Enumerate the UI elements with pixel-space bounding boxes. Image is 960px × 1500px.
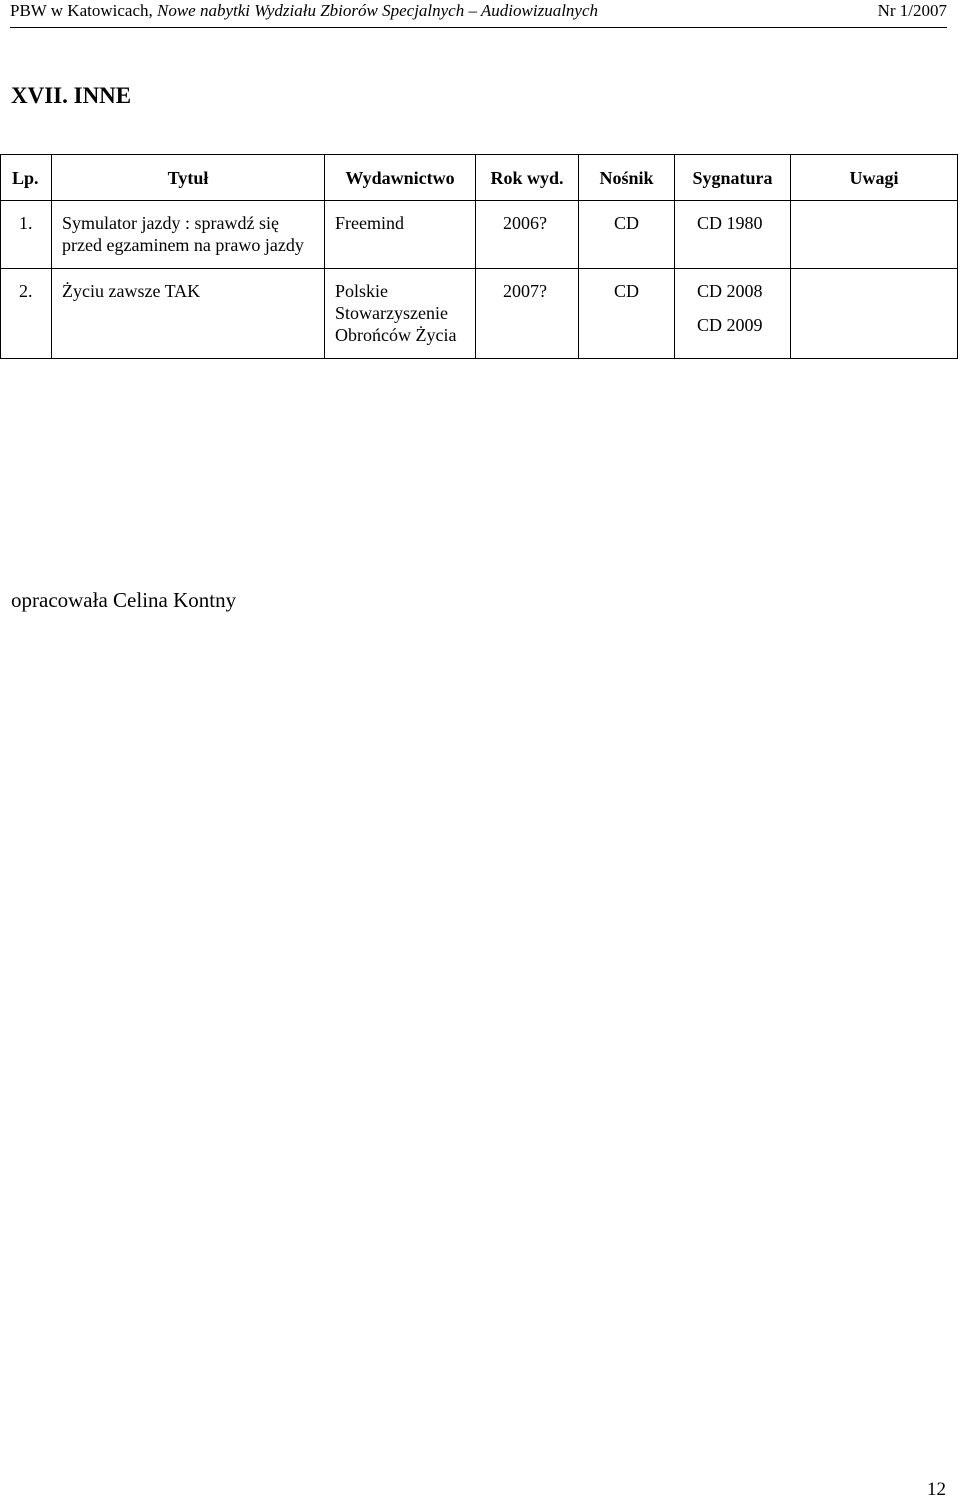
column-header-signature: Sygnatura bbox=[675, 155, 791, 201]
signature-value: CD 1980 bbox=[697, 213, 763, 233]
cell-year: 2007? bbox=[476, 269, 579, 359]
column-header-lp: Lp. bbox=[1, 155, 52, 201]
author-credit: opracowała Celina Kontny bbox=[11, 588, 237, 612]
cell-signature bbox=[675, 269, 791, 359]
header-left bbox=[10, 1, 598, 20]
catalog-table bbox=[0, 154, 958, 359]
signature-value: CD 2008 bbox=[697, 281, 763, 301]
column-header-notes: Uwagi bbox=[791, 155, 958, 201]
page-header bbox=[10, 0, 947, 28]
column-header-carrier: Nośnik bbox=[579, 155, 675, 201]
cell-carrier: CD bbox=[579, 201, 675, 269]
cell-carrier: CD bbox=[579, 269, 675, 359]
cell-publisher: Freemind bbox=[325, 201, 476, 269]
cell-title: Symulator jazdy : sprawdź się przed egzaminem na prawo jazdy bbox=[52, 201, 325, 269]
section-title: XVII. INNE bbox=[11, 83, 132, 108]
header-publisher: PBW w Katowicach, bbox=[10, 1, 157, 20]
cell-notes bbox=[791, 269, 958, 359]
header-issue: Nr 1/2007 bbox=[877, 1, 947, 20]
column-header-title: Tytuł bbox=[52, 155, 325, 201]
cell-lp: 2. bbox=[1, 269, 52, 359]
table-row bbox=[1, 269, 958, 359]
column-header-year: Rok wyd. bbox=[476, 155, 579, 201]
page-number: 12 bbox=[927, 1479, 946, 1500]
column-header-publisher: Wydawnictwo bbox=[325, 155, 476, 201]
cell-publisher: Polskie Stowarzyszenie Obrońców Życia bbox=[325, 269, 476, 359]
table-header-row bbox=[1, 155, 958, 201]
cell-title: Życiu zawsze TAK bbox=[52, 269, 325, 359]
cell-notes bbox=[791, 201, 958, 269]
cell-lp: 1. bbox=[1, 201, 52, 269]
header-title: Nowe nabytki Wydziału Zbiorów Specjalnych – Audiowizualnych bbox=[157, 1, 599, 20]
cell-year: 2006? bbox=[476, 201, 579, 269]
table-row bbox=[1, 201, 958, 269]
signature-value: CD 2009 bbox=[697, 315, 763, 335]
cell-signature bbox=[675, 201, 791, 269]
